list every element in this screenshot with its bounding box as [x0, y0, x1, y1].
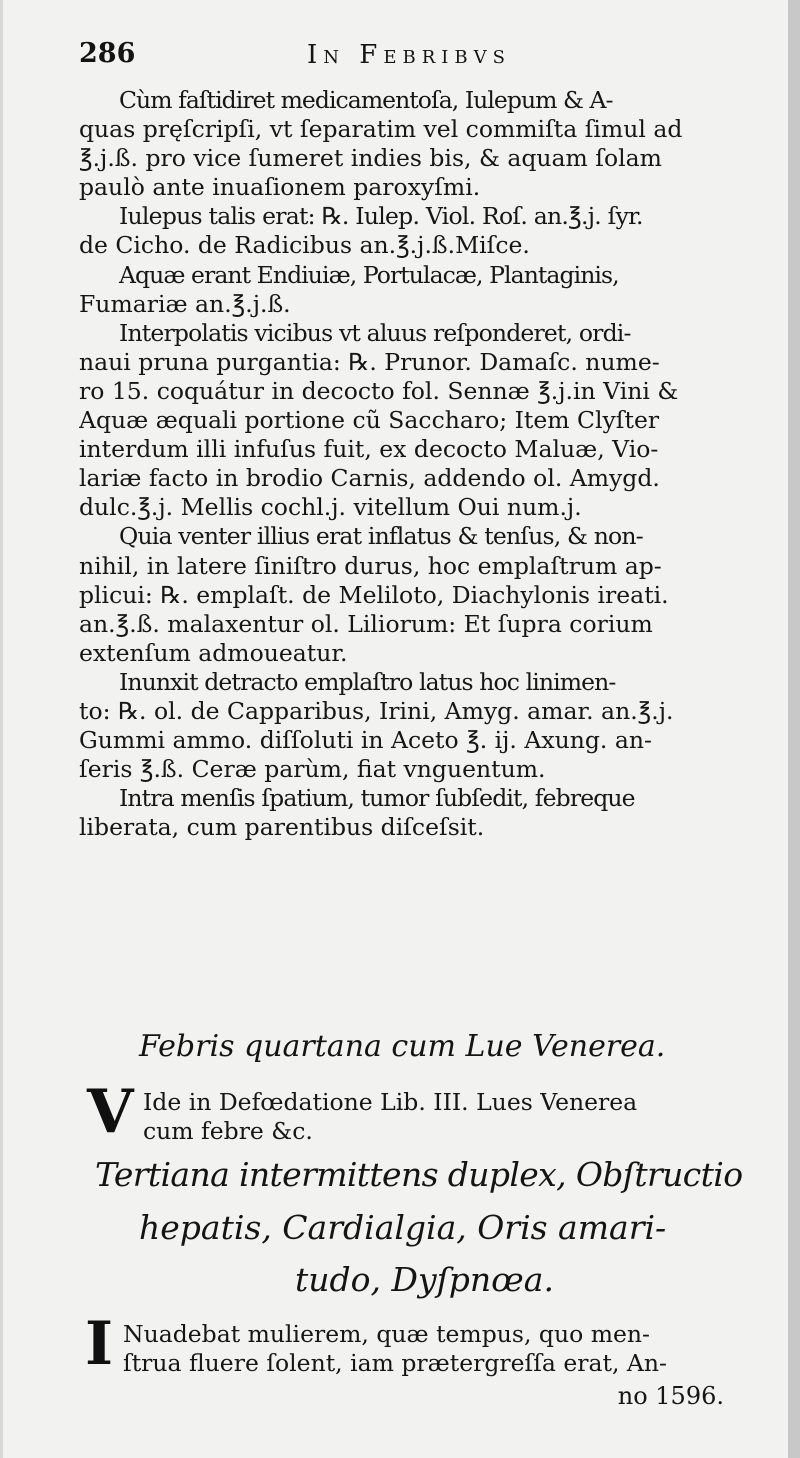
text-line: to: ℞. ol. de Capparibus, Irini, Amyg. amar. an.℥.j.: [79, 696, 674, 725]
section-heading-tertiana-line3: tudo, Dyſpnœa.: [295, 1260, 554, 1299]
text-line: liberata, cum parentibus diſceſsit.: [79, 813, 485, 842]
text-line: ſtrua fluere ſolent, iam prætergreſſa erat, An-: [123, 1349, 667, 1378]
running-head: In Febribvs: [307, 40, 511, 70]
text-line: nihil, in latere ſiniſtro durus, hoc emplaſtrum ap-: [79, 551, 662, 580]
text-line: Cùm faſtidiret medicamentoſa, Iulepum & A-: [119, 86, 613, 114]
section-heading-tertiana: Tertiana intermittens duplex, Obſtructio: [95, 1155, 743, 1194]
text-line: Intra menſis ſpatium, tumor ſubſedit, febreque: [119, 784, 635, 813]
text-line: ℥.j.ß. pro vice ſumeret indies bis, & aquam ſolam: [79, 144, 662, 173]
text-line: plicui: ℞. emplaſt. de Meliloto, Diachylonis ireati.: [79, 580, 669, 609]
text-line: cum febre &c.: [143, 1117, 313, 1146]
text-line: Nuadebat mulierem, quæ tempus, quo men-: [123, 1320, 650, 1348]
text-line: Aquæ æquali portione cũ Saccharo; Item Clyſter: [79, 406, 660, 435]
text-line: de Cicho. de Radicibus an.℥.j.ß.Miſce.: [79, 231, 530, 260]
drop-cap: V: [87, 1077, 134, 1147]
text-line: ro 15. coquátur in decocto fol. Sennæ ℥.j.in Vini &: [79, 376, 679, 405]
paragraph-tertiana: [123, 1320, 667, 1378]
text-line: ſeris ℥.ß. Ceræ parùm, fiat vnguentum.: [79, 755, 546, 784]
drop-cap: I: [85, 1309, 114, 1379]
text-line: an.℥.ß. malaxentur ol. Liliorum: Et ſupra corium: [79, 609, 653, 638]
text-line: Inunxit detracto emplaſtro latus hoc linimen-: [119, 667, 616, 696]
text-line: Quia venter illius erat inflatus & tenſus, & non-: [119, 522, 643, 551]
text-line: interdum illi infuſus fuit, ex decocto Maluæ, Vio-: [79, 435, 659, 464]
text-line: Ide in Defœdatione Lib. III. Lues Venerea: [143, 1088, 638, 1116]
section-heading-tertiana-line2: hepatis, Cardialgia, Oris amari-: [139, 1208, 667, 1247]
text-line: paulò ante inuaſionem paroxyſmi.: [79, 173, 481, 202]
text-line: Iulepus talis erat: ℞. Iulep. Viol. Roſ. an.℥.j. ſyr.: [119, 202, 643, 231]
section-heading-quartana: Febris quartana cum Lue Venerea.: [139, 1029, 666, 1064]
text-line: Fumariæ an.℥.j.ß.: [79, 289, 291, 318]
text-line: dulc.℥.j. Mellis cochl.j. vitellum Oui num.j.: [79, 493, 582, 522]
text-line: quas pręſcripſi, vt ſeparatim vel commiſta ſimul ad: [79, 115, 683, 144]
page-header: [79, 38, 759, 78]
text-line: naui pruna purgantia: ℞. Prunor. Damaſc. nume-: [79, 347, 660, 376]
body-text: [79, 86, 744, 842]
text-line: extenſum admoueatur.: [79, 638, 348, 667]
paragraph-quartana: [143, 1088, 637, 1146]
year-line: no 1596.: [617, 1382, 724, 1410]
text-line: lariæ facto in brodio Carnis, addendo ol. Amygd.: [79, 464, 660, 493]
text-line: Interpolatis vicibus vt aluus reſponderet, ordi-: [119, 318, 631, 347]
page-number: 286: [79, 38, 136, 69]
text-line: Aquæ erant Endiuiæ, Portulacæ, Plantaginis,: [119, 260, 619, 289]
text-line: Gummi ammo. diſſoluti in Aceto ℥. ij. Axung. an-: [79, 726, 652, 755]
